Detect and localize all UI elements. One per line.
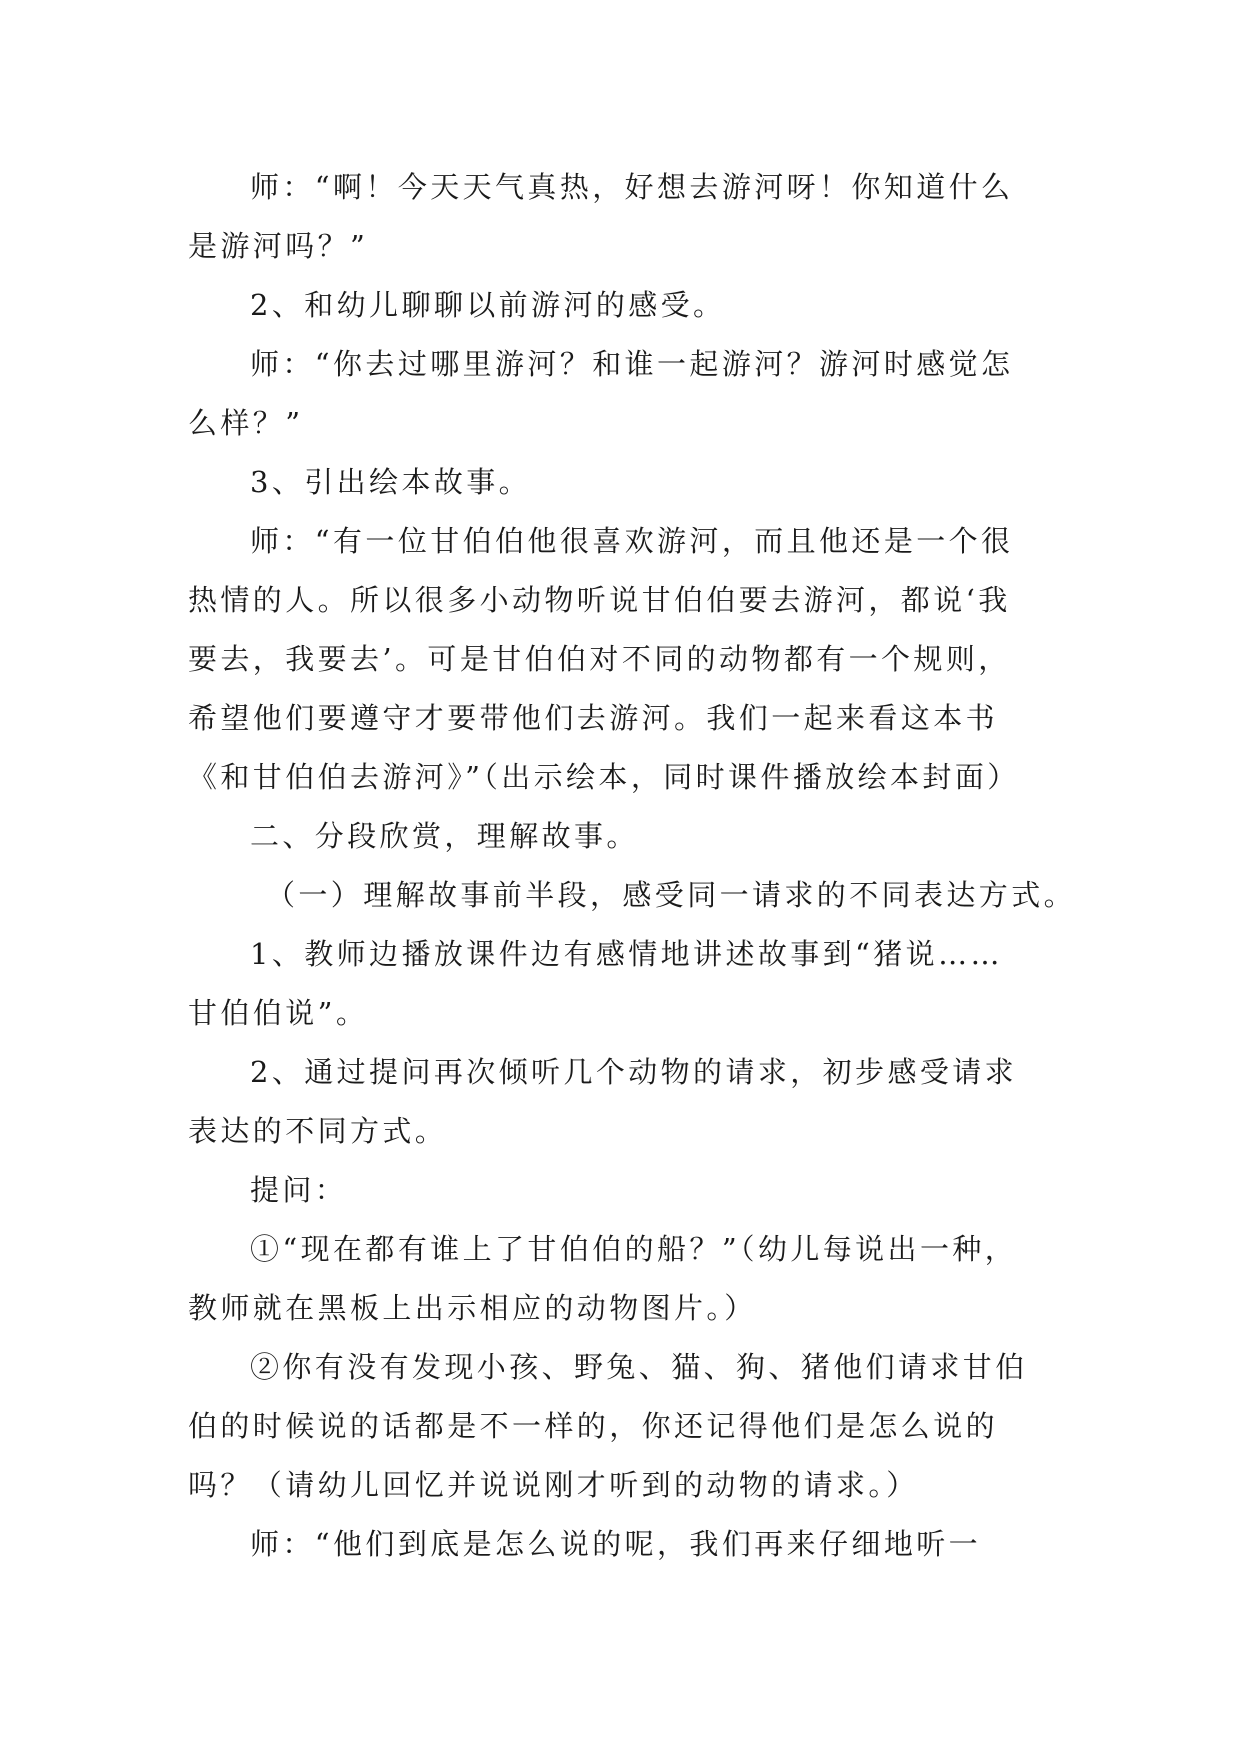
paragraph-line: 3、引出绘本故事。	[250, 465, 532, 499]
paragraph-line: ①“现在都有谁上了甘伯伯的船？”（幼儿每说出一种，	[250, 1232, 1018, 1266]
paragraph-line: 1、教师边播放课件边有感情地讲述故事到“猪说……	[250, 937, 1003, 971]
paragraph-line: 表达的不同方式。	[188, 1114, 448, 1148]
paragraph-line: 么样？”	[188, 406, 304, 440]
paragraph-line: 《和甘伯伯去游河》”（出示绘本，同时课件播放绘本封面）	[188, 760, 1020, 794]
paragraph-line: 甘伯伯说”。	[188, 996, 369, 1030]
paragraph-line: 热情的人。所以很多小动物听说甘伯伯要去游河，都说‘我	[188, 583, 1011, 617]
paragraph-line: 2、通过提问再次倾听几个动物的请求，初步感受请求	[250, 1055, 1018, 1089]
document-body	[188, 158, 1077, 1574]
subsection-heading: （一）理解故事前半段，感受同一请求的不同表达方式。	[266, 878, 1077, 912]
paragraph-line: 是游河吗？”	[188, 229, 369, 263]
paragraph-line: 吗？（请幼儿回忆并说说刚才听到的动物的请求。）	[188, 1468, 919, 1502]
paragraph-line: 2、和幼儿聊聊以前游河的感受。	[250, 288, 726, 322]
paragraph-line: 教师就在黑板上出示相应的动物图片。）	[188, 1291, 757, 1325]
paragraph-line: ②你有没有发现小孩、野兔、猫、狗、猪他们请求甘伯	[250, 1350, 1028, 1384]
paragraph-line: 师：“啊！今天天气真热，好想去游河呀！你知道什么	[250, 170, 1014, 204]
paragraph-line: 伯的时候说的话都是不一样的，你还记得他们是怎么说的	[188, 1409, 999, 1443]
section-heading: 二、分段欣赏，理解故事。	[250, 819, 639, 853]
paragraph-line: 希望他们要遵守才要带他们去游河。我们一起来看这本书	[188, 701, 999, 735]
paragraph-line: 要去，我要去’。可是甘伯伯对不同的动物都有一个规则，	[188, 642, 1011, 676]
paragraph-line: 提问：	[250, 1173, 348, 1207]
paragraph-line: 师：“有一位甘伯伯他很喜欢游河，而且他还是一个很	[250, 524, 1014, 558]
paragraph-line: 师：“他们到底是怎么说的呢，我们再来仔细地听一	[250, 1527, 982, 1561]
paragraph-line: 师：“你去过哪里游河？和谁一起游河？游河时感觉怎	[250, 347, 1014, 381]
